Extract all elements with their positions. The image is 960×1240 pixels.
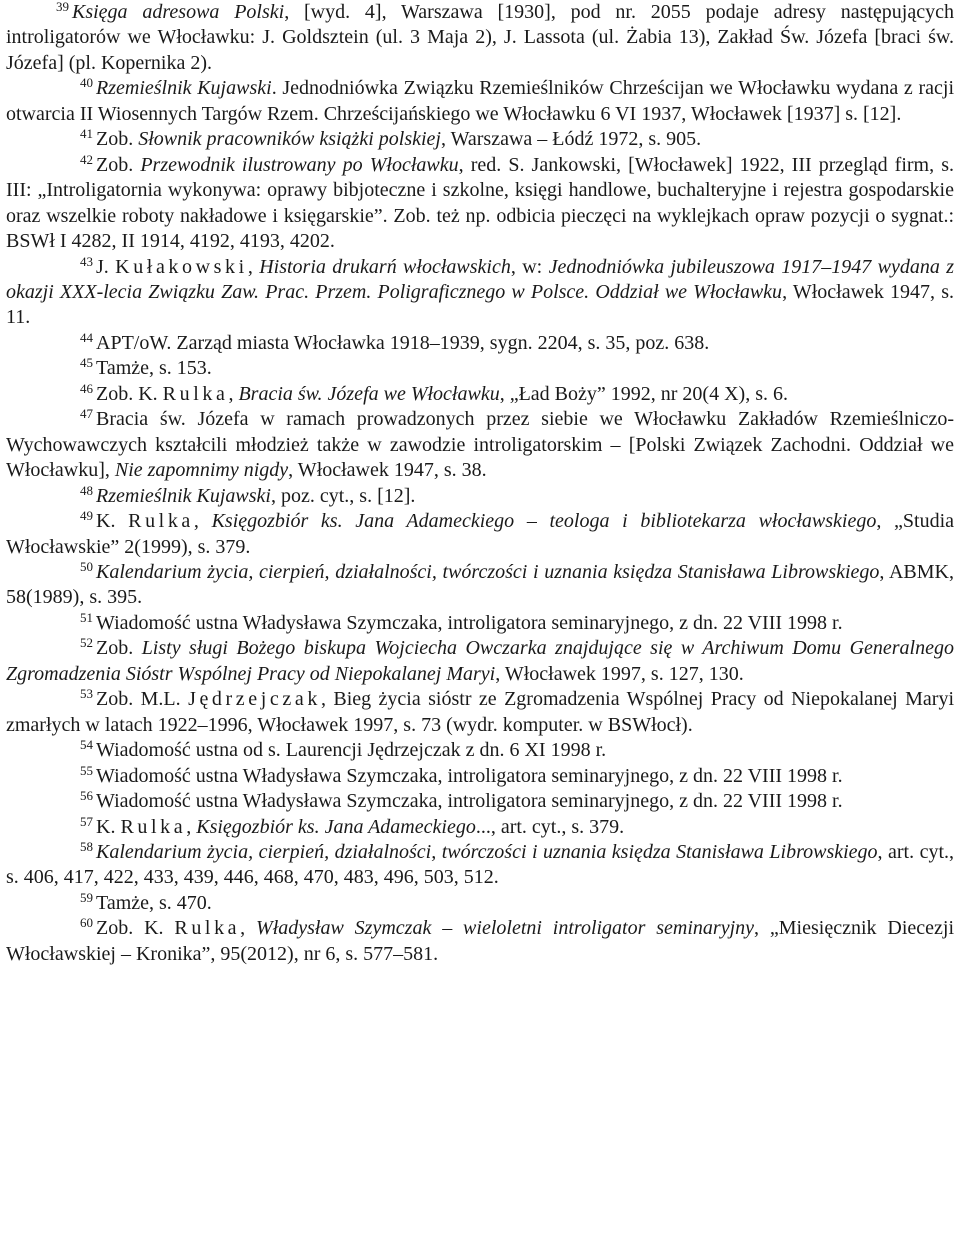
footnote-46: [6, 382, 954, 407]
footnote-47: [6, 407, 954, 483]
italic-title: Księgozbiór ks. Jana Adameckiego – teologa i bibliotekarza włocławskiego: [211, 510, 877, 533]
footnote-number: 59: [80, 889, 93, 905]
italic-title: Słownik pracowników książki polskiej: [138, 128, 441, 151]
footnote-40: [6, 76, 954, 127]
footnote-text: ,: [186, 815, 197, 838]
italic-title: Rzemieślnik Kujawski: [96, 77, 272, 100]
footnote-number: 53: [80, 686, 93, 702]
footnote-41: [6, 127, 954, 152]
footnote-text: , art. cyt., s. 406, 417, 422, 433, 439, 446, 468, 470, 483, 496, 503, 512.: [6, 840, 954, 889]
footnote-44: [6, 331, 954, 356]
footnote-53: [6, 687, 954, 738]
footnote-number: 56: [80, 788, 93, 804]
author-name: Rulka: [128, 510, 194, 533]
footnote-number: 42: [80, 151, 93, 167]
footnote-text: , Warszawa – Łódź 1972, s. 905.: [440, 128, 702, 151]
footnote-57: [6, 815, 954, 840]
footnote-number: 55: [80, 762, 93, 778]
italic-title: Historia drukarń włocławskich: [259, 255, 511, 278]
footnote-55: [6, 764, 954, 789]
footnote-60: [6, 916, 954, 967]
italic-title: Księga adresowa Polski: [72, 1, 285, 23]
footnote-text: ,: [247, 255, 260, 278]
footnote-text: ..., art. cyt., s. 379.: [475, 815, 625, 838]
footnote-text: K.: [96, 815, 121, 838]
footnote-text: Zob.: [96, 637, 142, 660]
footnote-text: J.: [96, 255, 116, 278]
footnote-text: , „Miesięcznik Diecezji Włocławskiej – Kronika”, 95(2012), nr 6, s. 577–581.: [6, 917, 955, 965]
footnote-text: Zob. K.: [96, 917, 175, 940]
footnote-text: ,: [228, 382, 239, 405]
footnote-text: , red. S. Jankowski, [Włocławek] 1922, III przegląd firm, s. III: „Introligatornia wykonywa: oprawy bibjoteczne i szkolne, księgi handlowe, buchalteryjne i rejestra gospodarskie oraz wszelkie roboty nakładowe i księgarskie”. Zob. też np. odbicia pieczęci na wyklejkach opraw pozycji o sygnat.: BSWł I 4282, II 1914, 4192, 4193, 4202.: [6, 153, 954, 253]
footnote-text: Wiadomość ustna Władysława Szymczaka, introligatora seminaryjnego, z dn. 22 VIII 1998 r.: [96, 790, 843, 813]
footnote-52: [6, 636, 954, 687]
italic-title: Księgozbiór ks. Jana Adameckiego: [196, 815, 476, 838]
italic-title: Kalendarium życia, cierpień, działalności, twórczości i uznania księdza Stanisława Librowskiego: [96, 840, 878, 863]
footnote-number: 57: [80, 813, 93, 829]
footnote-number: 39: [56, 0, 69, 14]
footnote-text: Wiadomość ustna Władysława Szymczaka, introligatora seminaryjnego, z dn. 22 VIII 1998 r.: [96, 611, 843, 634]
footnote-45: [6, 356, 954, 381]
footnote-48: [6, 484, 954, 509]
footnote-59: [6, 891, 954, 916]
footnote-number: 45: [80, 355, 93, 371]
italic-title: Bracia św. Józefa we Włocławku: [238, 382, 500, 405]
footnote-number: 58: [80, 838, 93, 854]
footnote-42: [6, 153, 954, 255]
author-name: Rulka: [120, 815, 187, 838]
footnote-text: , Włocławek 1997, s. 127, 130.: [495, 662, 744, 685]
footnote-51: [6, 611, 954, 636]
footnote-49: [6, 509, 954, 560]
italic-title: Kalendarium życia, cierpień, działalności, twórczości i uznania księdza Stanisława Librowskiego: [96, 560, 880, 583]
italic-title: Rzemieślnik Kujawski: [96, 484, 271, 507]
footnote-number: 43: [80, 253, 93, 269]
footnote-text: ,: [240, 917, 257, 940]
footnote-text: Zob.: [96, 128, 139, 151]
footnote-39: [6, 0, 954, 76]
footnote-56: [6, 789, 954, 814]
footnote-number: 52: [80, 635, 93, 651]
footnote-text: , poz. cyt., s. [12].: [270, 484, 416, 507]
footnote-number: 47: [80, 406, 93, 422]
footnote-text: Tamże, s. 470.: [96, 891, 212, 914]
footnote-text: , „Ład Boży” 1992, nr 20(4 X), s. 6.: [499, 382, 788, 405]
footnote-text: , „Studia Włocławskie” 2(1999), s. 379.: [6, 510, 955, 558]
italic-title: Przewodnik ilustrowany po Włocławku: [140, 153, 459, 176]
footnote-text: Tamże, s. 153.: [96, 357, 212, 380]
footnote-text: , Włocławek 1947, s. 11.: [6, 280, 954, 329]
footnote-text: , ABMK, 58(1989), s. 395.: [6, 560, 954, 609]
footnote-number: 41: [80, 126, 93, 142]
footnote-50: [6, 560, 954, 611]
footnote-58: [6, 840, 954, 891]
footnote-text: Wiadomość ustna od s. Laurencji Jędrzejczak z dn. 6 XI 1998 r.: [96, 739, 607, 762]
footnote-text: Bracia św. Józefa w ramach prowadzonych przez siebie we Włocławku Zakładów Rzemieślniczo-Wychowawczych kształcili młodzież także w zawodzie introligatorskim – [Polski Związek Zachodni. Oddział we Włocławku],: [6, 408, 954, 482]
footnote-text: APT/oW. Zarząd miasta Włocławka 1918–1939, sygn. 2204, s. 35, poz. 638.: [96, 331, 710, 354]
footnote-number: 46: [80, 380, 93, 396]
footnote-43: [6, 255, 954, 331]
italic-title: Jednodniówka jubileuszowa 1917–1947 wydana z okazji XXX-lecia Związku Zaw. Prac. Przem. Poligraficznego w Polsce. Oddział we Włocławku: [6, 255, 955, 303]
footnote-number: 50: [80, 558, 93, 574]
footnote-text: Zob. K.: [96, 382, 163, 405]
author-name: Kułakowski: [115, 255, 248, 278]
footnote-text: Zob.: [96, 153, 141, 176]
footnote-number: 40: [80, 75, 93, 91]
author-name: Rulka: [162, 382, 229, 405]
footnote-number: 51: [80, 609, 93, 625]
footnote-text: , Bieg życia sióstr ze Zgromadzenia Wspólnej Pracy od Niepokalanej Maryi zmarłych w latach 1922–1996, Włocławek 1997, s. 73 (wydr. komputer. w BSWłocł).: [6, 688, 954, 736]
footnote-54: [6, 738, 954, 763]
footnote-text: Zob. M.L.: [96, 688, 189, 711]
footnote-text: K.: [96, 510, 129, 533]
footnote-text: ,: [193, 510, 212, 533]
footnote-text: Wiadomość ustna Władysława Szymczaka, introligatora seminaryjnego, z dn. 22 VIII 1998 r.: [96, 764, 843, 787]
author-name: Rulka: [174, 917, 241, 940]
footnote-number: 60: [80, 915, 93, 931]
footnote-text: , w:: [510, 255, 549, 278]
footnote-number: 44: [80, 329, 93, 345]
italic-title: Listy sługi Bożego biskupa Wojciecha Owczarka znajdujące się w Archiwum Domu Generalnego Zgromadzenia Sióstr Wspólnej Pracy od Niepokalanej Maryi: [6, 637, 954, 685]
footnote-text: , [wyd. 4], Warszawa [1930], pod nr. 2055 podaje adresy następujących introligatorów we Włocławku: J. Goldsztein (ul. 3 Maja 2), J. Lassota (ul. Żabia 13), Zakład Św. Józefa [braci św. Józefa] (pl. Kopernika 2).: [6, 1, 954, 74]
footnote-text: , Włocławek 1947, s. 38.: [288, 459, 487, 482]
footnote-text: . Jednodniówka Związku Rzemieślników Chrześcijan we Włocławku wydana z racji otwarcia II Wiosennych Targów Rzem. Chrześcijańskiego we Włocławku 6 VI 1937, Włocławek [1937] s. [12].: [6, 77, 955, 125]
italic-title: Nie zapomnimy nigdy: [114, 459, 289, 482]
author-name: Jędrzejczak: [188, 688, 321, 711]
italic-title: Władysław Szymczak – wieloletni introligator seminaryjny: [256, 917, 755, 940]
footnote-number: 48: [80, 482, 93, 498]
footnote-number: 54: [80, 737, 93, 753]
footnote-number: 49: [80, 508, 93, 524]
